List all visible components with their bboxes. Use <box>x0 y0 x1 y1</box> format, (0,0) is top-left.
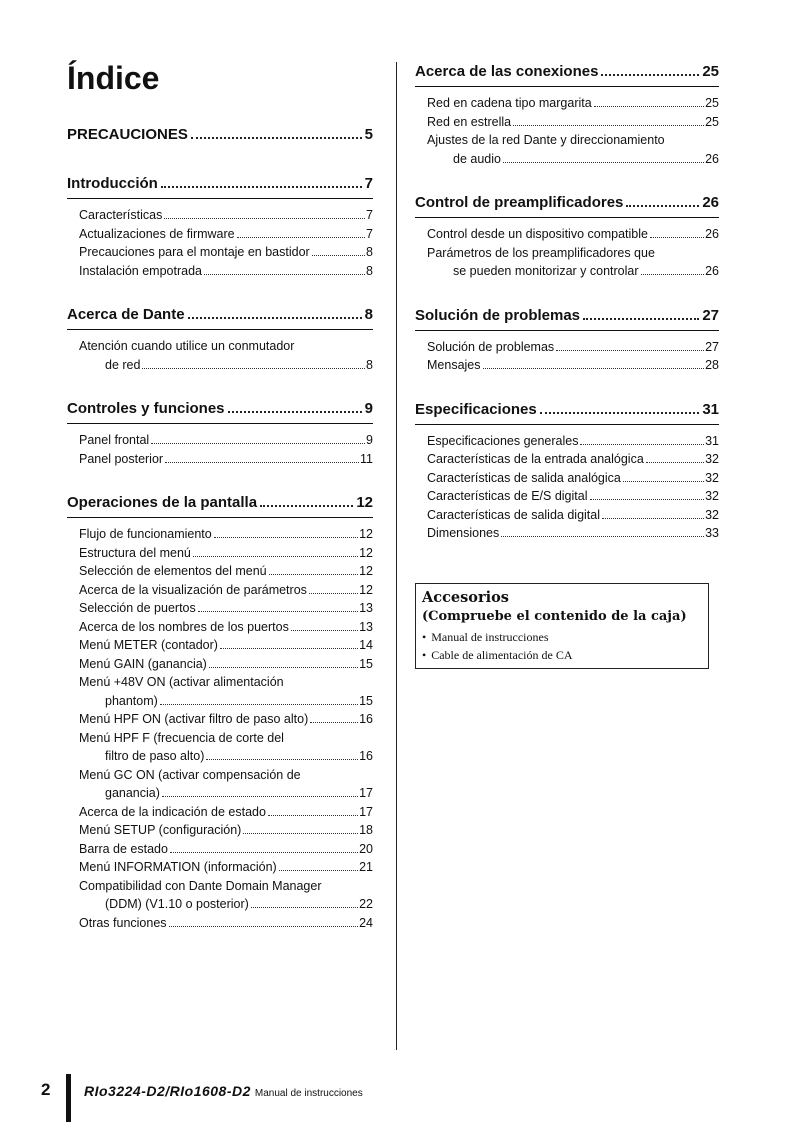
entry-line <box>427 113 719 132</box>
toc-section-heading[interactable] <box>415 194 719 218</box>
section-title: Introducción <box>67 175 158 192</box>
accessory-item: • Cable de alimentación de CA <box>422 646 702 664</box>
entry-page: 12 <box>359 545 373 560</box>
toc-entries <box>415 338 719 375</box>
entry-line <box>79 262 373 281</box>
entry-page: 25 <box>705 114 719 129</box>
entry-page: 16 <box>359 712 373 726</box>
entry-page: 33 <box>705 526 719 540</box>
toc-section <box>67 494 373 932</box>
toc-entry[interactable] <box>427 131 719 168</box>
entry-text-line1: Atención cuando utilice un conmutador <box>79 339 295 353</box>
entry-line <box>79 599 373 618</box>
entry-line <box>427 356 719 375</box>
dot-leader <box>503 162 704 163</box>
entry-line <box>79 747 373 766</box>
entry-text: de red <box>105 357 141 372</box>
entry-page: 12 <box>359 527 373 541</box>
toc-entry[interactable] <box>427 113 719 132</box>
toc-entry[interactable] <box>427 356 719 375</box>
column-divider <box>396 62 397 1050</box>
dot-leader <box>169 926 359 927</box>
entry-text: Menú HPF ON (activar filtro de paso alto) <box>79 712 309 726</box>
entry-page: 32 <box>705 507 719 522</box>
accessories-list <box>422 628 702 664</box>
dot-leader <box>220 648 358 649</box>
entry-page: 8 <box>366 263 373 278</box>
toc-section-heading[interactable] <box>67 494 373 518</box>
dot-leader <box>198 611 358 612</box>
entry-text: Panel posterior <box>79 451 164 466</box>
entry-text: phantom) <box>105 693 158 708</box>
entry-text: Otras funciones <box>79 915 167 930</box>
entry-text-line1: Parámetros de los preamplificadores que <box>427 245 655 260</box>
entry-line <box>79 858 373 877</box>
toc-section-heading[interactable] <box>415 401 719 425</box>
footer-model <box>84 1083 363 1099</box>
entry-text: Especificaciones generales <box>427 433 579 448</box>
entry-page: 20 <box>359 841 373 856</box>
entry-text: Estructura del menú <box>79 545 191 560</box>
section-title: Controles y funciones <box>67 400 225 417</box>
footer-bar <box>66 1074 71 1122</box>
entry-page: 26 <box>705 264 719 278</box>
entry-page: 13 <box>359 601 373 615</box>
dot-leader <box>209 667 358 668</box>
entry-text: Acerca de los nombres de los puertos <box>79 619 289 634</box>
section-page: 27 <box>702 306 719 324</box>
dot-leader <box>214 537 358 538</box>
entry-line <box>79 431 373 450</box>
toc-entry[interactable] <box>427 524 719 543</box>
dot-leader <box>513 125 704 126</box>
dot-leader <box>580 444 704 445</box>
toc-entry[interactable] <box>79 858 373 877</box>
entry-line <box>79 636 373 655</box>
dot-leader <box>540 412 700 414</box>
dot-leader <box>251 907 358 908</box>
dot-leader <box>164 218 365 219</box>
entry-line <box>427 506 719 525</box>
entry-line <box>79 784 373 803</box>
entry-page: 17 <box>359 804 373 819</box>
entry-text: Barra de estado <box>79 841 168 856</box>
entry-text: Menú SETUP (configuración) <box>79 823 242 837</box>
entry-text: (DDM) (V1.10 o posterior) <box>105 897 249 911</box>
entry-line <box>79 450 373 469</box>
entry-line <box>79 895 373 914</box>
entry-line <box>427 262 719 281</box>
entry-page: 12 <box>359 564 373 578</box>
entry-text: Actualizaciones de firmware <box>79 226 235 241</box>
entry-text: ganancia) <box>105 786 160 800</box>
entry-line <box>79 544 373 563</box>
toc-entry[interactable] <box>427 450 719 469</box>
toc-entry[interactable] <box>79 803 373 822</box>
toc-entry[interactable] <box>79 710 373 729</box>
footer-page-number: 2 <box>41 1080 51 1099</box>
entry-text-line1: Menú HPF F (frecuencia de corte del <box>79 730 284 745</box>
toc-entries <box>415 94 719 168</box>
entry-text: Acerca de la visualización de parámetros <box>79 582 307 597</box>
toc-section <box>415 63 719 168</box>
dot-leader <box>170 852 358 853</box>
entry-line <box>427 524 719 543</box>
toc-entries <box>67 337 373 374</box>
toc-section <box>67 175 373 280</box>
entry-line <box>79 225 373 244</box>
entry-page: 8 <box>366 357 373 372</box>
entry-line <box>427 450 719 469</box>
dot-leader <box>602 518 704 519</box>
toc-entry[interactable] <box>79 599 373 618</box>
dot-leader <box>312 255 365 256</box>
entry-line <box>427 432 719 451</box>
entry-line <box>427 469 719 488</box>
entry-line <box>427 338 719 357</box>
entry-text: Menú INFORMATION (información) <box>79 860 277 874</box>
toc-entry[interactable] <box>79 243 373 262</box>
toc-entry[interactable] <box>79 525 373 544</box>
entry-page: 28 <box>705 358 719 372</box>
entry-text: Menú GAIN (ganancia) <box>79 656 207 671</box>
toc-entry[interactable] <box>427 432 719 451</box>
toc-entry[interactable] <box>79 206 373 225</box>
dot-leader <box>260 505 353 507</box>
entry-text: Red en cadena tipo margarita <box>427 96 592 110</box>
entry-line <box>79 803 373 822</box>
entry-page: 15 <box>359 656 373 671</box>
toc-section <box>67 126 373 149</box>
dot-leader <box>626 205 699 207</box>
entry-page: 26 <box>705 151 719 166</box>
entry-text: Red en estrella <box>427 114 512 129</box>
section-page: 26 <box>702 194 719 211</box>
dot-leader <box>160 704 358 705</box>
dot-leader <box>243 833 358 834</box>
toc-section-heading[interactable] <box>67 126 373 149</box>
toc-entries <box>415 432 719 543</box>
entry-line <box>427 150 719 169</box>
dot-leader <box>279 870 358 871</box>
entry-line <box>79 914 373 933</box>
dot-leader <box>309 593 358 594</box>
dot-leader <box>161 186 362 188</box>
toc-entry[interactable] <box>79 581 373 600</box>
entry-line <box>79 710 373 729</box>
toc-entry[interactable] <box>79 337 373 374</box>
entry-page: 22 <box>359 897 373 911</box>
toc-section-heading[interactable] <box>67 175 373 199</box>
entry-page: 32 <box>705 452 719 466</box>
toc-entries <box>67 206 373 280</box>
toc-entry[interactable] <box>427 487 719 506</box>
toc-entry[interactable] <box>427 244 719 281</box>
toc-entry[interactable] <box>79 225 373 244</box>
dot-leader <box>583 318 699 320</box>
entry-text-line1: Menú GC ON (activar compensación de <box>79 767 301 782</box>
toc-entry[interactable] <box>427 469 719 488</box>
entry-page: 13 <box>359 619 373 634</box>
entry-page: 32 <box>705 489 719 503</box>
toc-section-heading[interactable] <box>415 63 719 87</box>
dot-leader <box>650 237 704 238</box>
dot-leader <box>269 574 358 575</box>
entry-page: 31 <box>705 433 719 448</box>
toc-entry[interactable] <box>79 673 373 710</box>
toc-entry[interactable] <box>79 450 373 469</box>
entry-text: Panel frontal <box>79 433 150 447</box>
dot-leader <box>483 368 705 369</box>
toc-entries <box>67 431 373 468</box>
entry-text: Características de E/S digital <box>427 489 588 503</box>
section-title: Control de preamplificadores <box>415 194 624 211</box>
entry-page: 9 <box>366 433 373 447</box>
entry-page: 24 <box>359 915 373 930</box>
dot-leader <box>556 350 704 351</box>
toc-section <box>67 306 373 374</box>
toc-entry[interactable] <box>79 729 373 766</box>
entry-line <box>79 581 373 600</box>
entry-line <box>427 94 719 113</box>
section-title: PRECAUCIONES <box>67 126 188 143</box>
footer-manual-label: Manual de instrucciones <box>254 1088 363 1099</box>
toc-section <box>415 194 719 281</box>
toc-entry[interactable] <box>79 821 373 840</box>
entry-text: Precauciones para el montaje en bastidor <box>79 245 310 259</box>
dot-leader <box>601 74 699 76</box>
toc-entry[interactable] <box>427 225 719 244</box>
entry-text: se pueden monitorizar y controlar <box>453 264 639 278</box>
toc-entries <box>67 525 373 932</box>
section-page: 25 <box>702 63 719 80</box>
toc-entry[interactable] <box>79 431 373 450</box>
entry-page: 15 <box>359 693 373 708</box>
toc-entry[interactable] <box>79 655 373 674</box>
entry-page: 26 <box>705 227 719 241</box>
toc-section-heading[interactable] <box>67 306 373 330</box>
dot-leader <box>191 137 362 139</box>
entry-text: Menú METER (contador) <box>79 638 218 652</box>
dot-leader <box>165 462 359 463</box>
entry-text: Características de salida analógica <box>427 470 621 485</box>
entry-text: Instalación empotrada <box>79 263 202 278</box>
entry-page: 7 <box>366 226 373 241</box>
entry-page: 25 <box>705 96 719 110</box>
entry-text: Características de salida digital <box>427 507 600 522</box>
entry-page: 7 <box>366 208 373 222</box>
accessories-subtitle: (Compruebe el contenido de la caja) <box>422 609 687 624</box>
entry-text: filtro de paso alto) <box>105 749 205 763</box>
toc-section <box>415 401 719 543</box>
toc-section-heading[interactable] <box>415 307 719 331</box>
dot-leader <box>310 722 358 723</box>
dot-leader <box>204 274 365 275</box>
dot-leader <box>268 815 358 816</box>
entry-line <box>79 356 373 375</box>
entry-page: 11 <box>360 451 373 466</box>
entry-page: 32 <box>705 470 719 485</box>
entry-line <box>79 206 373 225</box>
entry-line <box>79 562 373 581</box>
dot-leader <box>193 556 358 557</box>
entry-line <box>79 821 373 840</box>
toc-entries <box>415 225 719 281</box>
entry-line <box>79 525 373 544</box>
section-title: Operaciones de la pantalla <box>67 494 258 511</box>
accessory-item: • Manual de instrucciones <box>422 628 702 646</box>
toc-entry[interactable] <box>79 618 373 637</box>
dot-leader <box>594 106 704 107</box>
dot-leader <box>188 317 362 319</box>
section-title: Especificaciones <box>415 400 537 418</box>
toc-entry[interactable] <box>79 914 373 933</box>
entry-line <box>79 618 373 637</box>
entry-line <box>427 225 719 244</box>
dot-leader <box>151 443 365 444</box>
entry-text-line1: Compatibilidad con Dante Domain Manager <box>79 878 322 893</box>
section-page: 31 <box>702 400 719 418</box>
toc-entry[interactable] <box>79 877 373 914</box>
section-title: Acerca de las conexiones <box>415 63 599 80</box>
toc-entry[interactable] <box>79 840 373 859</box>
entry-text: Solución de problemas <box>427 339 555 354</box>
entry-line <box>79 692 373 711</box>
entry-text: Flujo de funcionamiento <box>79 527 212 541</box>
toc-entry[interactable] <box>79 562 373 581</box>
dot-leader <box>641 274 705 275</box>
entry-page: 18 <box>359 823 373 837</box>
section-page: 7 <box>364 175 373 192</box>
entry-line <box>79 840 373 859</box>
entry-page: 17 <box>359 786 373 800</box>
entry-line <box>79 655 373 674</box>
toc-section <box>67 400 373 468</box>
entry-page: 27 <box>705 339 719 354</box>
dot-leader <box>206 759 358 760</box>
entry-page: 16 <box>359 749 373 763</box>
entry-page: 14 <box>359 638 373 652</box>
section-page: 5 <box>364 126 373 143</box>
entry-text: de audio <box>453 151 501 166</box>
entry-text: Control desde un dispositivo compatible <box>427 227 648 241</box>
section-title: Acerca de Dante <box>67 306 185 323</box>
toc-left-column <box>67 126 373 958</box>
footer-model-name: RIo3224-D2/RIo1608-D2 <box>84 1083 251 1099</box>
section-page: 9 <box>364 400 373 417</box>
toc-entry[interactable] <box>79 636 373 655</box>
toc-section-heading[interactable] <box>67 400 373 424</box>
accessories-title: Accesorios <box>422 589 509 606</box>
entry-text: Mensajes <box>427 358 481 372</box>
entry-text: Selección de elementos del menú <box>79 564 267 578</box>
entry-text-line1: Ajustes de la red Dante y direccionamiento <box>427 133 665 147</box>
toc-entry[interactable] <box>427 506 719 525</box>
dot-leader <box>142 368 365 369</box>
toc-section <box>415 307 719 375</box>
entry-line <box>427 487 719 506</box>
toc-right-column <box>415 63 719 569</box>
entry-text: Acerca de la indicación de estado <box>79 804 266 819</box>
toc-entry[interactable] <box>79 766 373 803</box>
dot-leader <box>646 462 704 463</box>
toc-entry[interactable] <box>79 262 373 281</box>
entry-text: Características <box>79 208 163 222</box>
dot-leader <box>623 481 704 482</box>
entry-page: 8 <box>366 245 373 259</box>
entry-text: Dimensiones <box>427 526 500 540</box>
dot-leader <box>237 237 365 238</box>
dot-leader <box>291 630 358 631</box>
accessories-box <box>415 583 709 669</box>
entry-page: 12 <box>359 582 373 597</box>
page-title: Índice <box>67 60 160 96</box>
section-page: 12 <box>356 494 373 511</box>
entry-text-line1: Menú +48V ON (activar alimentación <box>79 675 284 689</box>
entry-text: Selección de puertos <box>79 601 196 615</box>
toc-entry[interactable] <box>427 94 719 113</box>
section-title: Solución de problemas <box>415 306 581 324</box>
entry-line <box>79 243 373 262</box>
entry-page: 21 <box>359 860 373 874</box>
toc-entry[interactable] <box>427 338 719 357</box>
dot-leader <box>162 796 358 797</box>
dot-leader <box>228 411 362 413</box>
dot-leader <box>501 536 704 537</box>
dot-leader <box>590 499 705 500</box>
toc-entry[interactable] <box>79 544 373 563</box>
entry-text: Características de la entrada analógica <box>427 452 644 466</box>
section-page: 8 <box>364 306 373 323</box>
